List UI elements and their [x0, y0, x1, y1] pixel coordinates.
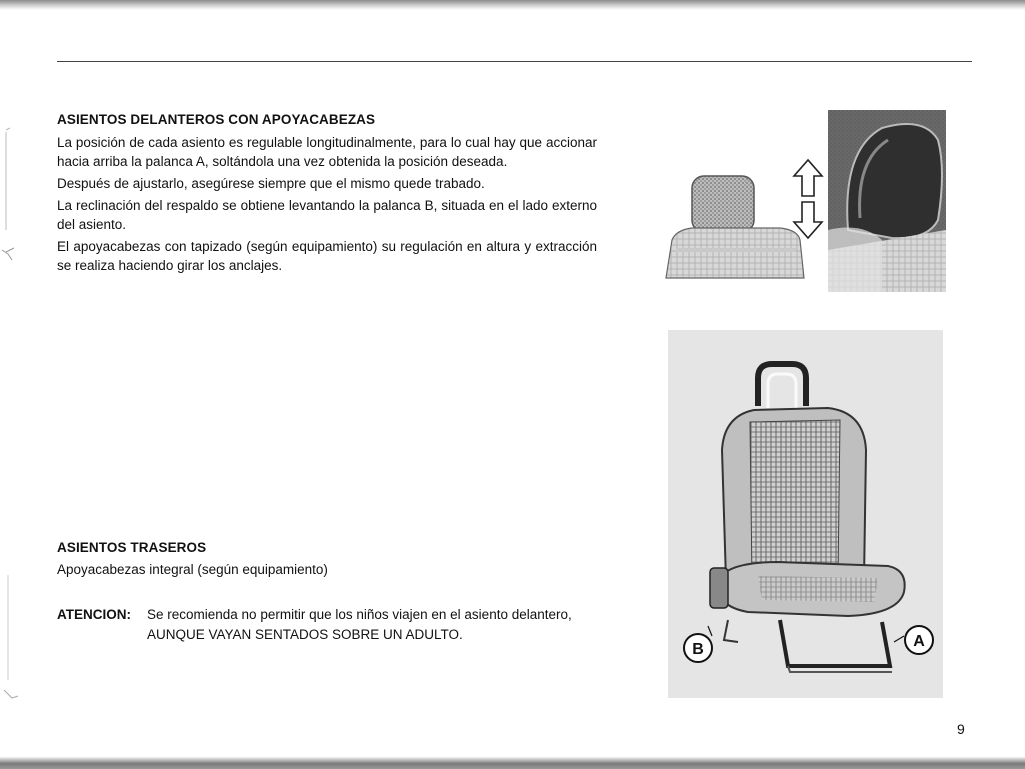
header-rule — [57, 61, 972, 62]
rear-seats-section — [57, 538, 597, 579]
section-heading-rear-seats: ASIENTOS TRASEROS — [57, 540, 207, 555]
page-number: 9 — [957, 721, 965, 737]
scan-edge-bottom — [0, 757, 1025, 769]
callout-lever-a — [905, 626, 933, 654]
callout-lever-b — [684, 634, 712, 662]
section-heading-front-seats: ASIENTOS DELANTEROS CON APOYACABEZAS — [57, 112, 376, 127]
paragraph: La posición de cada asiento es regulable longitudinalmente, para lo cual hay que accionar hacia arriba la palanca A, soltándola una vez obtenida la posición deseada. — [57, 135, 597, 169]
adjust-arrows-icon — [794, 160, 822, 238]
warning-label: ATENCION: — [57, 607, 131, 622]
paragraph: El apoyacabezas con tapizado (según equipamiento) su regulación en altura y extracción se realiza haciendo girar los anclajes. — [57, 239, 597, 273]
callout-a-label: A — [913, 633, 925, 650]
front-seat-figure — [668, 330, 943, 698]
headrest-small-illustration — [666, 176, 804, 278]
warning-text: Se recomienda no permitir que los niños viajen en el asiento delantero, AUNQUE VAYAN SENTADOS SOBRE UN ADULTO. — [147, 607, 572, 642]
front-seats-section — [57, 110, 597, 278]
paragraph: Después de ajustarlo, asegúrese siempre que el mismo quede trabado. — [57, 176, 485, 191]
binding-marks — [0, 120, 20, 720]
headrest-figure — [662, 110, 946, 292]
scan-edge-top — [0, 0, 1025, 10]
callout-b-label: B — [692, 641, 704, 658]
paragraph: Apoyacabezas integral (según equipamiento) — [57, 562, 328, 577]
paragraph: La reclinación del respaldo se obtiene levantando la palanca B, situada en el lado externo del asiento. — [57, 198, 597, 232]
headrest-photo — [828, 110, 946, 292]
